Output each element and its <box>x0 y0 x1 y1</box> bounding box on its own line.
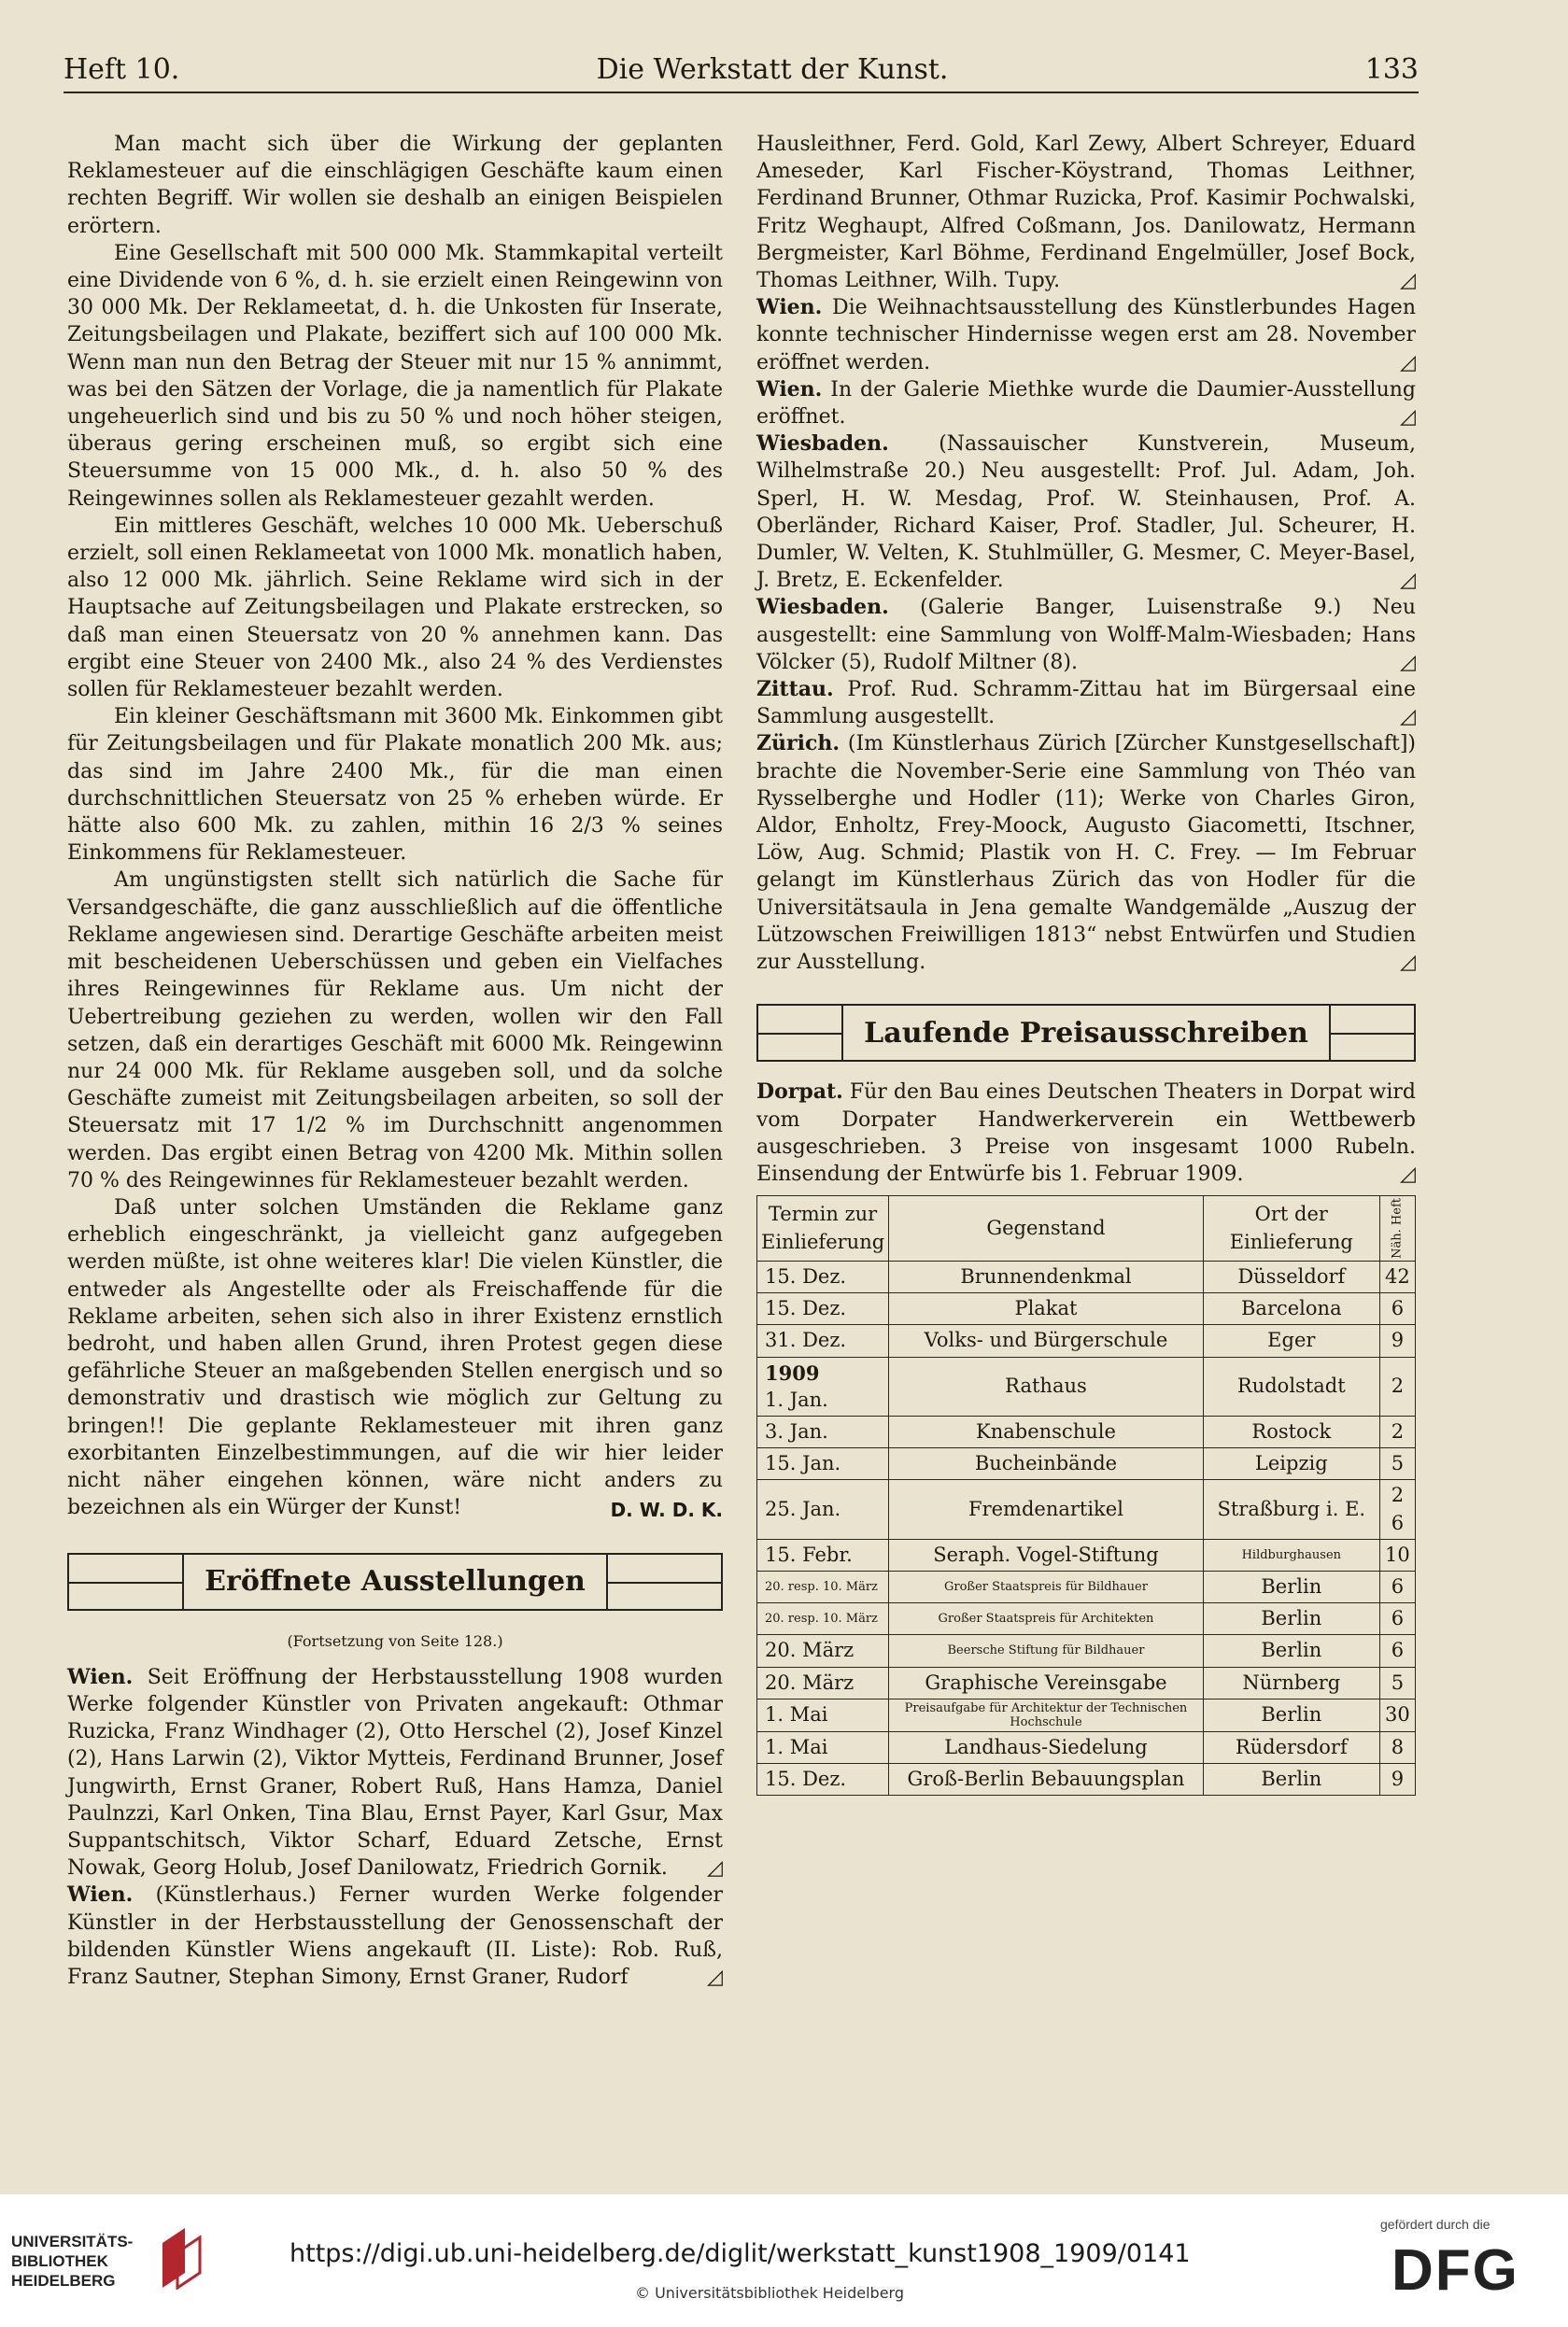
cell-place: Eger <box>1203 1325 1379 1357</box>
cell-subject: Knabenschule <box>889 1416 1204 1447</box>
end-mark-icon: ◿ <box>1400 350 1416 374</box>
entry-city: Dorpat. <box>756 1079 843 1105</box>
entry-city: Wien. <box>67 1883 134 1908</box>
end-mark-icon: ◿ <box>707 1966 723 1989</box>
cell-place: Berlin <box>1203 1603 1379 1635</box>
library-logo-icon <box>157 2224 205 2290</box>
table-row <box>757 1571 1416 1602</box>
date-label: 1. Jan. <box>765 1388 828 1411</box>
entry-city: Wien. <box>67 1664 134 1689</box>
section-title: Laufende Preisausschreiben <box>864 1016 1308 1050</box>
exhibition-entry <box>756 131 1416 294</box>
article-paragraph: Am ungünstigsten stellt sich natürlich die Sache für Versandgeschäfte, die ganz ausschließlich auf die öffentliche Reklame angewiesen sind. Derartige Geschäfte arbeiten meist mit bescheidenen Ueberschüssen und geben ein Vielfaches ihres Reingewinnes für Reklame aus. Um nicht der Uebertreibung geziehen zu werden, wollen wir den Fall setzen, daß ein derartiges Geschäft mit 6000 Mk. Reingewinn nur 24 000 Mk. für Reklame ausgeben soll, und da solche Geschäfte zumeist mit Zeitungsbeilagen arbeiten, so soll der Steuersatz mit 17 1/2 % im Durchschnitt angenommen werden. Das ergibt einen Betrag von 4200 Mk. Mithin sollen 70 % des Reingewinnes für Reklamesteuer bezahlt werden. <box>67 868 723 1192</box>
table-row <box>757 1325 1416 1357</box>
article-signature: D. W. D. K. <box>610 1499 723 1522</box>
right-column <box>756 131 1416 1796</box>
cell-place: Leipzig <box>1203 1448 1379 1480</box>
cell-deadline <box>757 1357 889 1416</box>
entry-text: Seit Eröffnung der Herbstausstellung 1908 wurden Werke folgender Künstler von Privaten angekauft: Othmar Ruzicka, Franz Windhager (2), Otto Herschel (2), Josef Kinzel (2), Hans Larwin (2), Viktor Mytteis, Ferdinand Brunner, Josef Jungwirth, Ernst Graner, Robert Ruß, Hans Hamza, Daniel Paulnzzi, Karl Onken, Tina Blau, Ernst Payer, Karl Gsur, Max Suppantschitsch, Viktor Scharf, Eduard Zetsche, Ernst Nowak, Georg Holub, Josef Danilowatz, Friedrich Gornik. <box>67 1665 723 1881</box>
cell-issue: 5 <box>1379 1667 1415 1699</box>
cell-place: Rüdersdorf <box>1203 1731 1379 1763</box>
col-header-place: Ort der Einlieferung <box>1203 1196 1379 1262</box>
cell-subject: Volks- und Bürgerschule <box>889 1325 1204 1357</box>
year-label: 1909 <box>765 1361 820 1385</box>
table-row <box>757 1603 1416 1635</box>
cell-place: Berlin <box>1203 1699 1379 1731</box>
cell-subject: Großer Staatspreis für Bildhauer <box>889 1571 1204 1602</box>
cell-deadline: 15. Febr. <box>757 1539 889 1571</box>
cell-place: Berlin <box>1203 1571 1379 1602</box>
cell-subject: Preisaufgabe für Architektur der Technischen Hochschule <box>889 1699 1204 1731</box>
page-number: 133 <box>1364 53 1419 86</box>
cell-deadline: 15. Dez. <box>757 1261 889 1292</box>
col-header-deadline: Termin zur Einlieferung <box>757 1196 889 1262</box>
exhibition-entry <box>756 594 1416 676</box>
section-header-exhibitions <box>67 1553 723 1611</box>
continuation-note: (Fortsetzung von Seite 128.) <box>287 1631 503 1650</box>
cell-subject: Groß-Berlin Bebauungsplan <box>889 1764 1204 1796</box>
cell-deadline: 31. Dez. <box>757 1325 889 1357</box>
library-name: UNIVERSITÄTS- BIBLIOTHEK HEIDELBERG <box>11 2233 134 2290</box>
end-mark-icon: ◿ <box>1400 705 1416 729</box>
cell-deadline: 20. März <box>757 1635 889 1667</box>
col-header-issue: Näh. Heft <box>1379 1196 1415 1262</box>
exhibition-entry <box>67 1882 723 1991</box>
cell-issue: 9 <box>1379 1764 1415 1796</box>
cell-deadline: 20. resp. 10. März <box>757 1603 889 1635</box>
exhibition-entry <box>67 1664 723 1883</box>
table-row <box>757 1699 1416 1731</box>
permalink[interactable]: https://digi.ub.uni-heidelberg.de/diglit/werkstatt_kunst1908_1909/0141 <box>290 2239 1191 2268</box>
cell-issue: 9 <box>1379 1325 1415 1357</box>
issue-label: Heft 10. <box>64 53 180 86</box>
table-row <box>757 1764 1416 1796</box>
exhibition-entry <box>756 376 1416 430</box>
table-header-row <box>757 1196 1416 1262</box>
cell-subject: Landhaus-Siedelung <box>889 1731 1204 1763</box>
table-row <box>757 1539 1416 1571</box>
cell-issue: 30 <box>1379 1699 1415 1731</box>
copyright-notice: © Universitätsbibliothek Heidelberg <box>635 2284 905 2302</box>
cell-deadline: 20. März <box>757 1667 889 1699</box>
entry-text: (Im Künstlerhaus Zürich [Zürcher Kunstgesellschaft]) brachte die November-Serie eine Sammlung von Théo van Rysselberghe und Hodler (11); Werke von Charles Giron, Aldor, Enholtz, Frey-Moock, Augusto Giacometti, Itschner, Löw, Aug. Schmid; Plastik von H. C. Frey. — Im Februar gelangt im Künstlerhaus Zürich das von Hodler für die Universitätsaula in Jena gemalte Wandgemälde „Auszug der Lützowschen Freiwilligen 1813“ nebst Entwürfen und Studien zur Ausstellung. <box>756 732 1416 975</box>
entry-city: Zürich. <box>756 731 841 756</box>
article-paragraph: Daß unter solchen Umständen die Reklame ganz erheblich eingeschränkt, ja vielleicht ganz aufgegeben werden müßte, ist ohne weiteres klar! Die vielen Künstler, die entweder als Angestellte oder als Freischaffende für die Reklame arbeiten, sehen sich also in ihrer Existenz ernstlich bedroht, und haben allen Grund, ihren Protest gegen diese gefährliche Steuer an maßgebenden Stellen energisch und so demonstrativ und drastisch wie möglich zur Geltung zu bringen!! Die geplante Reklamesteuer mit ihren ganz exorbitanten Einzelbestimmungen, auf die wir hier leider nicht näher eingehen können, wäre nicht anders zu bezeichnen als ein Würger der Kunst! <box>67 1195 723 1520</box>
library-logo-text <box>11 2232 134 2291</box>
entry-text: Hausleithner, Ferd. Gold, Karl Zewy, Albert Schreyer, Eduard Ameseder, Karl Fischer-Köystrand, Thomas Leithner, Ferdinand Brunner, Othmar Ruzicka, Prof. Kasimir Pochwalski, Fritz Weghaupt, Alfred Coßmann, Jos. Danilowatz, Hermann Bergmeister, Karl Böhme, Ferdinand Engelmüller, Josef Bock, Thomas Leithner, Wilh. Tupy. <box>756 133 1416 293</box>
cell-subject: Großer Staatspreis für Architekten <box>889 1603 1204 1635</box>
cell-issue: 6 <box>1379 1293 1415 1325</box>
cell-place: Rudolstadt <box>1203 1357 1379 1416</box>
cell-place: Straßburg i. E. <box>1203 1480 1379 1539</box>
cell-deadline: 20. resp. 10. März <box>757 1571 889 1602</box>
cell-issue: 42 <box>1379 1261 1415 1292</box>
cell-subject: Brunnendenkmal <box>889 1261 1204 1292</box>
entry-city: Wiesbaden. <box>756 431 889 457</box>
end-mark-icon: ◿ <box>1400 1162 1416 1186</box>
left-column <box>67 131 723 1991</box>
cell-issue: 6 <box>1379 1635 1415 1667</box>
cell-issue: 10 <box>1379 1539 1415 1571</box>
cell-issue: 6 <box>1379 1603 1415 1635</box>
cell-subject: Fremdenartikel <box>889 1480 1204 1539</box>
section-title: Eröffnete Ausstellungen <box>205 1564 586 1598</box>
section-header-competitions <box>756 1004 1416 1062</box>
viewer-footer <box>0 2194 1568 2327</box>
cell-place: Düsseldorf <box>1203 1261 1379 1292</box>
cell-issue: 2 <box>1379 1357 1415 1416</box>
cell-issue: 8 <box>1379 1731 1415 1763</box>
entry-city: Wiesbaden. <box>756 595 889 620</box>
exhibition-entry <box>756 294 1416 376</box>
exhibition-list <box>67 1664 723 1991</box>
cell-deadline: 15. Dez. <box>757 1293 889 1325</box>
cell-place: Hildburghausen <box>1203 1539 1379 1571</box>
cell-issue: 2 6 <box>1379 1480 1415 1539</box>
end-mark-icon: ◿ <box>1400 405 1416 430</box>
cell-subject: Seraph. Vogel-Stiftung <box>889 1539 1204 1571</box>
competition-table <box>756 1195 1416 1796</box>
article-paragraph: Man macht sich über die Wirkung der geplanten Reklamesteuer auf die einschlägigen Geschäfte kaum einen rechten Begriff. Wir wollen sie deshalb an einigen Beispielen erörtern. <box>67 133 723 238</box>
cell-deadline: 15. Dez. <box>757 1764 889 1796</box>
table-row <box>757 1416 1416 1447</box>
entry-text: Für den Bau eines Deutschen Theaters in Dorpat wird vom Dorpater Handwerkerverein ein Wettbewerb ausgeschrieben. 3 Preise von insgesamt 1000 Rubeln. Einsendung der Entwürfe bis 1. Februar 1909. <box>756 1080 1416 1186</box>
col-header-subject: Gegenstand <box>889 1196 1204 1262</box>
entry-city: Wien. <box>756 376 823 402</box>
cell-deadline: 1. Mai <box>757 1731 889 1763</box>
table-row <box>757 1667 1416 1699</box>
cell-place: Rostock <box>1203 1416 1379 1447</box>
running-head <box>64 49 1419 93</box>
end-mark-icon: ◿ <box>1400 269 1416 293</box>
table-row <box>757 1731 1416 1763</box>
cell-place: Berlin <box>1203 1764 1379 1796</box>
entry-text: (Galerie Banger, Luisenstraße 9.) Neu ausgestellt: eine Sammlung von Wolff-Malm-Wiesbaden; Hans Völcker (5), Rudolf Miltner (8). <box>756 596 1416 674</box>
cell-subject: Beersche Stiftung für Bildhauer <box>889 1635 1204 1667</box>
cell-subject: Plakat <box>889 1293 1204 1325</box>
table-row <box>757 1448 1416 1480</box>
end-mark-icon: ◿ <box>1400 650 1416 674</box>
competition-entry <box>756 1079 1416 1188</box>
cell-subject: Bucheinbände <box>889 1448 1204 1480</box>
end-mark-icon: ◿ <box>1400 951 1416 975</box>
table-row <box>757 1480 1416 1539</box>
entry-text: Prof. Rud. Schramm-Zittau hat im Bürgersaal eine Sammlung ausgestellt. <box>756 678 1416 729</box>
cell-deadline: 3. Jan. <box>757 1416 889 1447</box>
journal-title: Die Werkstatt der Kunst. <box>596 53 949 86</box>
end-mark-icon: ◿ <box>1400 569 1416 593</box>
cell-deadline: 15. Jan. <box>757 1448 889 1480</box>
exhibition-entry <box>756 676 1416 730</box>
cell-issue: 5 <box>1379 1448 1415 1480</box>
cell-place: Berlin <box>1203 1635 1379 1667</box>
table-row <box>757 1635 1416 1667</box>
article-body <box>67 131 723 1521</box>
entry-text: Die Weihnachtsausstellung des Künstlerbundes Hagen konnte technischer Hindernisse wegen erst am 28. November eröffnet werden. <box>756 296 1416 374</box>
table-row <box>757 1357 1416 1416</box>
exhibition-entry <box>756 430 1416 594</box>
article-paragraph: Ein mittleres Geschäft, welches 10 000 Mk. Ueberschuß erzielt, soll einen Reklameetat von 1000 Mk. monatlich haben, also 12 000 Mk. jährlich. Seine Reklame wird sich in der Hauptsache auf Zeitungsbeilagen und Plakate erstrecken, so daß man einen Steuersatz von 20 % annehmen kann. Das ergibt eine Steuer von 2400 Mk., also 24 % des Verdienstes sollen für Reklamesteuer bezahlt werden. <box>67 514 723 702</box>
table-row <box>757 1293 1416 1325</box>
end-mark-icon: ◿ <box>707 1856 723 1881</box>
entry-city: Zittau. <box>756 677 834 702</box>
funding-note: gefördert durch die <box>1380 2217 1490 2232</box>
article-paragraph: Ein kleiner Geschäftsmann mit 3600 Mk. Einkommen gibt für Zeitungsbeilagen und für Plakate monatlich 200 Mk. aus; das sind im Jahre 2400 Mk., für die man einen durchschnittlichen Steuersatz von 25 % erheben würde. Er hätte also 600 Mk. zu zahlen, mithin 16 2/3 % seines Einkommens für Reklamesteuer. <box>67 705 723 866</box>
article-paragraph: Eine Gesellschaft mit 500 000 Mk. Stammkapital verteilt eine Dividende von 6 %, d. h. sie erzielt einen Reingewinn von 30 000 Mk. Der Reklameetat, d. h. die Unkosten für Inserate, Zeitungsbeilagen und Plakate, beziffert sich auf 100 000 Mk. Wenn man nun den Betrag der Steuer mit nur 15 % annimmt, was bei den Sätzen der Vorlage, die ja namentlich für Plakate ungeheuerlich sind und bis zu 50 % und noch höher steigen, überaus gering erscheinen muß, so ergibt sich eine Steuersumme von 15 000 Mk., d. h. also 50 % des Reingewinnes sollen als Reklamesteuer gezahlt werden. <box>67 241 723 511</box>
exhibition-entry <box>756 730 1416 976</box>
entry-text: (Nassauischer Kunstverein, Museum, Wilhelmstraße 20.) Neu ausgestellt: Prof. Jul. Adam, Joh. Sperl, H. W. Mesdag, Prof. W. Steinhausen, Prof. A. Oberländer, Richard Kaiser, Prof. Stadler, Jul. Scheurer, H. Dumler, W. Velten, K. Stuhlmüller, G. Mesmer, C. Meyer-Basel, J. Bretz, E. Eckenfelder. <box>756 432 1416 593</box>
cell-deadline: 1. Mai <box>757 1699 889 1731</box>
cell-issue: 6 <box>1379 1571 1415 1602</box>
cell-deadline: 25. Jan. <box>757 1480 889 1539</box>
entry-text: In der Galerie Miethke wurde die Daumier-Ausstellung eröffnet. <box>756 377 1416 430</box>
cell-place: Nürnberg <box>1203 1667 1379 1699</box>
cell-place: Barcelona <box>1203 1293 1379 1325</box>
cell-subject: Rathaus <box>889 1357 1204 1416</box>
cell-issue: 2 <box>1379 1416 1415 1447</box>
dfg-logo: DFG <box>1391 2238 1519 2303</box>
table-row <box>757 1261 1416 1292</box>
entry-text: (Künstlerhaus.) Ferner wurden Werke folgender Künstler in der Herbstausstellung der Genossenschaft der bildenden Künstler Wiens angekauft (II. Liste): Rob. Ruß, Franz Sautner, Stephan Simony, Ernst Graner, Rudorf <box>67 1883 723 1989</box>
cell-subject: Graphische Vereinsgabe <box>889 1667 1204 1699</box>
entry-city: Wien. <box>756 295 823 320</box>
exhibition-list-continued <box>756 131 1416 976</box>
